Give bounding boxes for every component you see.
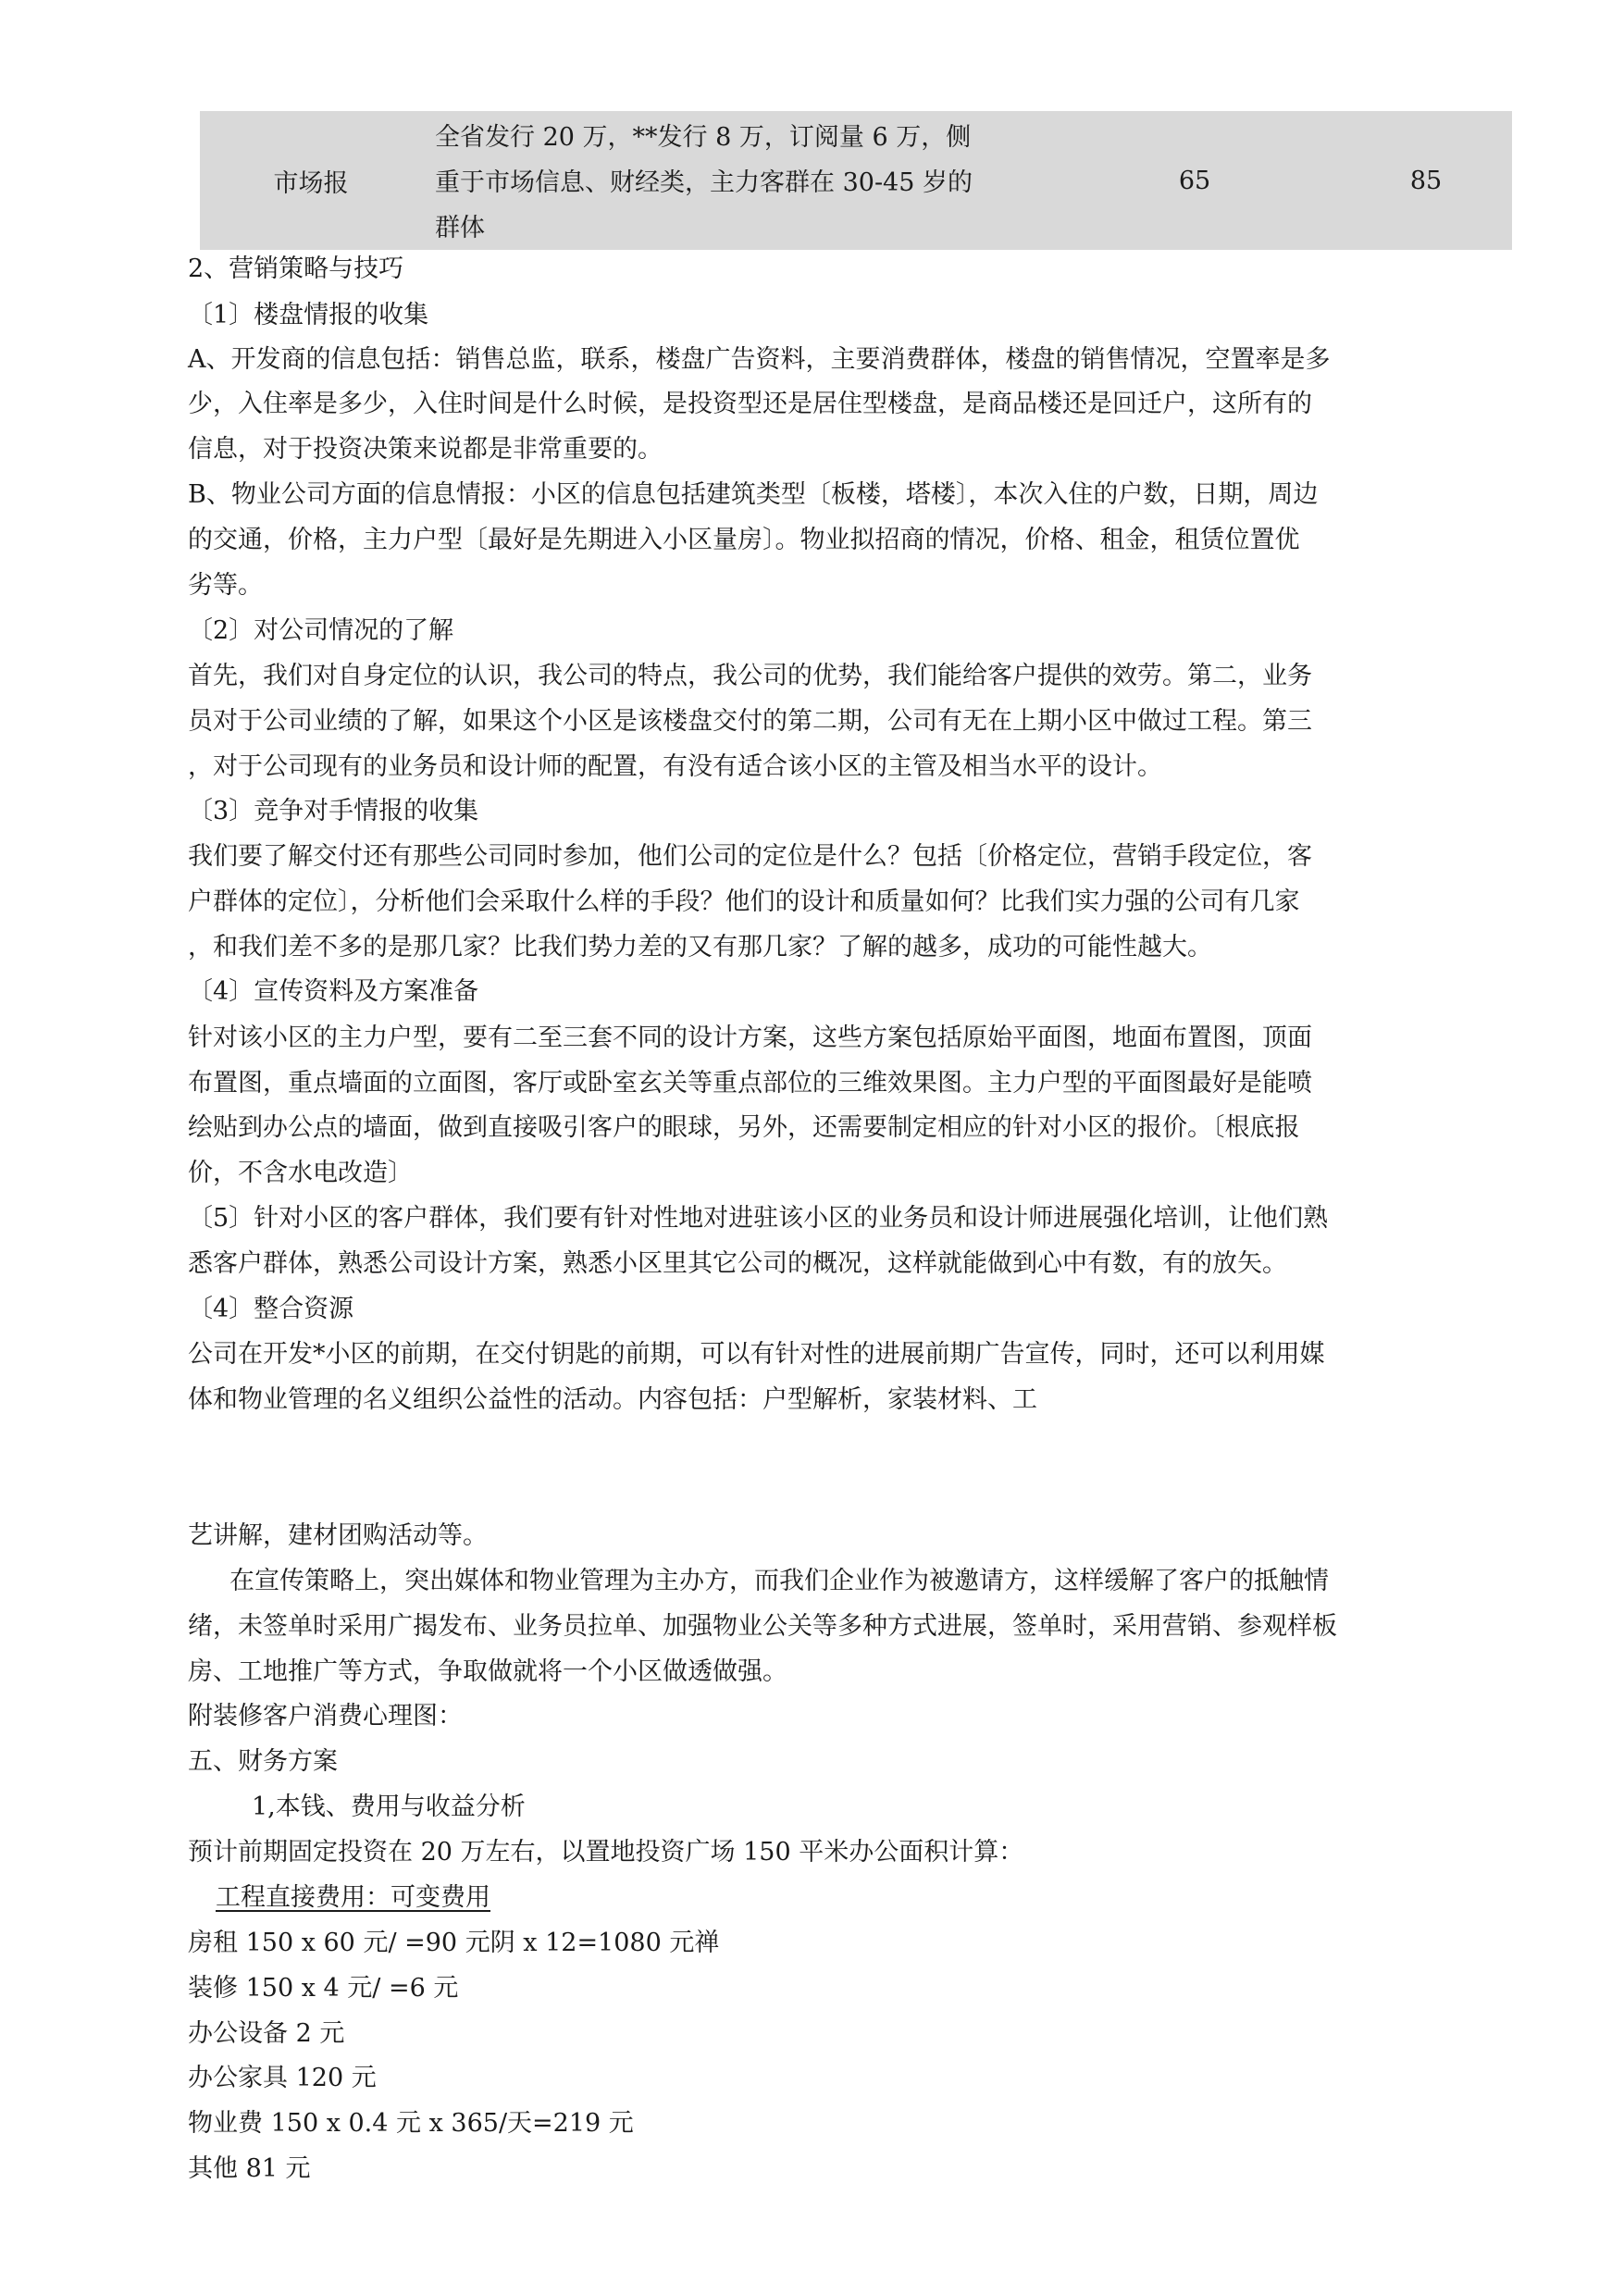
paragraph-line: 房、工地推广等方式，争取做就将一个小区做透做强。 (188, 1657, 787, 1686)
section-heading: 2、营销策略与技巧 (188, 254, 404, 283)
expense-line: 其他 81 元 (188, 2154, 311, 2183)
paragraph-line: 我们要了解交付还有那些公司同时参加，他们公司的定位是什么？包括〔价格定位，营销手段定位，客 (188, 842, 1312, 871)
table-cell-description (435, 111, 1083, 254)
paragraph-line: 体和物业管理的名义组织公益性的活动。内容包括：户型解析，家装材料、工 (188, 1385, 1037, 1414)
paragraph-line: ，对于公司现有的业务员和设计师的配置，有没有适合该小区的主管及相当水平的设计。 (188, 752, 1162, 781)
paragraph-line: 员对于公司业绩的了解，如果这个小区是该楼盘交付的第二期，公司有无在上期小区中做过工程。第三 (188, 707, 1312, 736)
paragraph-line: 〔5〕针对小区的客户群体，我们要有针对性地对进驻该小区的业务员和设计师进展强化培训，让他们熟 (188, 1204, 1329, 1233)
paragraph-line: 预计前期固定投资在 20 万左右，以置地投资广场 150 平米办公面积计算： (188, 1838, 1024, 1867)
paragraph-line: 公司在开发*小区的前期，在交付钥匙的前期，可以有针对性的进展前期广告宣传，同时，还可以利用媒 (188, 1340, 1325, 1369)
subsection-heading: 〔3〕竞争对手情报的收集 (188, 797, 479, 825)
table-cell-name: 市场报 (273, 168, 349, 198)
subsection-heading: 〔2〕对公司情况的了解 (188, 616, 454, 645)
paragraph-line: 绪，未签单时采用广揭发布、业务员拉单、加强物业公关等多种方式进展，签单时，采用营销、参观样板 (188, 1612, 1337, 1641)
paragraph-line: 艺讲解，建材团购活动等。 (188, 1521, 488, 1550)
subsection-heading: 〔1〕楼盘情报的收集 (188, 301, 429, 329)
paragraph-line: A、开发商的信息包括：销售总监，联系，楼盘广告资料，主要消费群体，楼盘的销售情况，空置率是多 (188, 345, 1331, 374)
paragraph-line: 劣等。 (188, 571, 263, 600)
paragraph-line: 附装修客户消费心理图： (188, 1702, 463, 1731)
paragraph-line: 少，入住率是多少，入住时间是什么时候，是投资型还是居住型楼盘，是商品楼还是回迁户，这所有的 (188, 390, 1312, 418)
table-cell-value-2: 85 (1409, 166, 1443, 195)
table-row (200, 111, 1512, 250)
subsection-heading: 〔4〕整合资源 (188, 1295, 354, 1323)
paragraph-line: 户群体的定位〕，分析他们会采取什么样的手段？他们的设计和质量如何？比我们实力强的公司有几家 (188, 887, 1300, 916)
paragraph-line: ，和我们差不多的是那几家？比我们势力差的又有那几家？了解的越多，成功的可能性越大。 (188, 933, 1212, 961)
paragraph-line: 在宣传策略上，突出媒体和物业管理为主办方，而我们企业作为被邀请方，这样缓解了客户的抵触情 (229, 1567, 1329, 1595)
section-heading: 五、财务方案 (188, 1747, 338, 1776)
paragraph-line: 绘贴到办公点的墙面，做到直接吸引客户的眼球，另外，还需要制定相应的针对小区的报价。〔根底报 (188, 1113, 1300, 1142)
expense-line: 办公家具 120 元 (188, 2064, 377, 2092)
expense-line: 办公设备 2 元 (188, 2019, 345, 2048)
paragraph-line: 价，不含水电改造〕 (188, 1159, 413, 1187)
paragraph-line: 悉客户群体，熟悉公司设计方案，熟悉小区里其它公司的概况，这样就能做到心中有数，有的放矢。 (188, 1249, 1287, 1278)
paragraph-line: 布置图，重点墙面的立面图，客厅或卧室玄关等重点部位的三维效果图。主力户型的平面图最好是能喷 (188, 1069, 1312, 1098)
subsection-heading: 1,本钱、费用与收益分析 (252, 1793, 526, 1821)
description-line: 全省发行 20 万，**发行 8 万，订阅量 6 万，侧 (435, 123, 972, 152)
underlined-heading: 工程直接费用：可变费用 (216, 1883, 490, 1912)
paragraph-line: 针对该小区的主力户型，要有二至三套不同的设计方案，这些方案包括原始平面图，地面布置图，顶面 (188, 1023, 1312, 1052)
paragraph-line: 信息，对于投资决策来说都是非常重要的。 (188, 435, 663, 464)
expense-line: 房租 150 x 60 元/ =90 元阴 x 12=1080 元禅 (188, 1929, 720, 1957)
table-cell-value-1: 65 (1178, 166, 1211, 195)
paragraph-line: 首先，我们对自身定位的认识，我公司的特点，我公司的优势，我们能给客户提供的效劳。第二，业务 (188, 662, 1312, 690)
expense-line: 装修 150 x 4 元/ =6 元 (188, 1974, 459, 2003)
description-line: 群体 (435, 214, 485, 242)
expense-line: 物业费 150 x 0.4 元 x 365/天=219 元 (188, 2109, 634, 2138)
paragraph-line: 的交通，价格，主力户型〔最好是先期进入小区量房〕。物业拟招商的情况，价格、租金，租赁位置优 (188, 526, 1300, 554)
description-line: 重于市场信息、财经类，主力客群在 30-45 岁的 (435, 168, 973, 197)
subsection-heading: 〔4〕宣传资料及方案准备 (188, 977, 479, 1006)
paragraph-line: B、物业公司方面的信息情报：小区的信息包括建筑类型〔板楼，塔楼〕，本次入住的户数，日期，周边 (188, 480, 1319, 509)
